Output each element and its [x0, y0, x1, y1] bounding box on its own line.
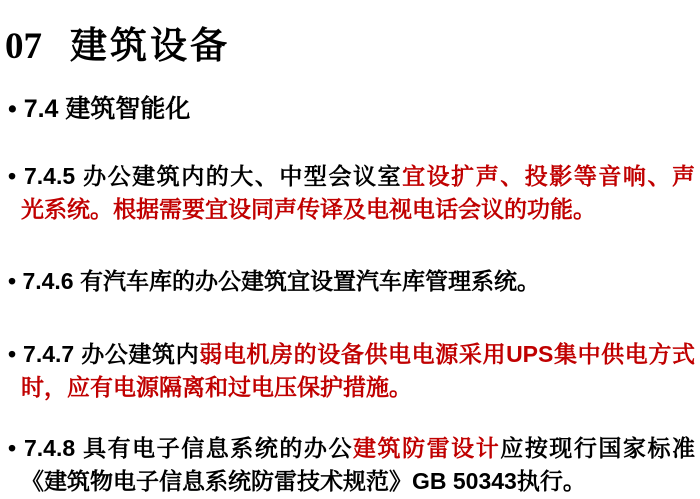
clause-7-4-5: [8, 160, 695, 226]
text-segment: • 7.4.7 办公建筑内: [8, 341, 200, 367]
clause-7-4-6-line-1: [8, 265, 695, 298]
clause-7-4-7-line-1: [8, 338, 695, 371]
title-number: 07: [5, 25, 42, 67]
text-segment-emphasis: 弱电机房的设备供电电源采用UPS集中供电方式: [199, 341, 695, 367]
text-segment-emphasis: 光系统。根据需要宜设同声传译及电视电话会议的功能。: [21, 196, 596, 222]
text-segment: • 7.4.5 办公建筑内的大、中型会议室: [8, 163, 403, 189]
clause-7-4-8: [8, 432, 695, 498]
clause-7-4-7: [8, 338, 695, 404]
clause-7-4-5-line-2: [8, 193, 695, 226]
section-subheading: • 7.4 建筑智能化: [8, 95, 191, 123]
page-title: [5, 26, 230, 67]
text-segment-emphasis: 时，应有电源隔离和过电压保护措施。: [21, 374, 412, 400]
text-segment: 应按现行国家标准: [500, 435, 696, 461]
clause-7-4-8-line-1: [8, 432, 695, 465]
clause-7-4-6: [8, 265, 695, 298]
clause-7-4-5-line-1: [8, 160, 695, 193]
text-segment: • 7.4.6 有汽车库的办公建筑宜设置汽车库管理系统。: [8, 268, 540, 294]
text-segment: 《建筑物电子信息系统防雷技术规范》GB 50343执行。: [21, 468, 586, 494]
clause-7-4-7-line-2: [8, 371, 695, 404]
clause-7-4-8-line-2: [8, 465, 695, 498]
text-segment-emphasis: 宜设扩声、投影等音响、声: [402, 163, 696, 189]
text-segment: • 7.4.8 具有电子信息系统的办公: [8, 435, 353, 461]
title-text: 建筑设备: [70, 24, 230, 66]
text-segment-emphasis: 建筑防雷设计: [353, 435, 501, 461]
